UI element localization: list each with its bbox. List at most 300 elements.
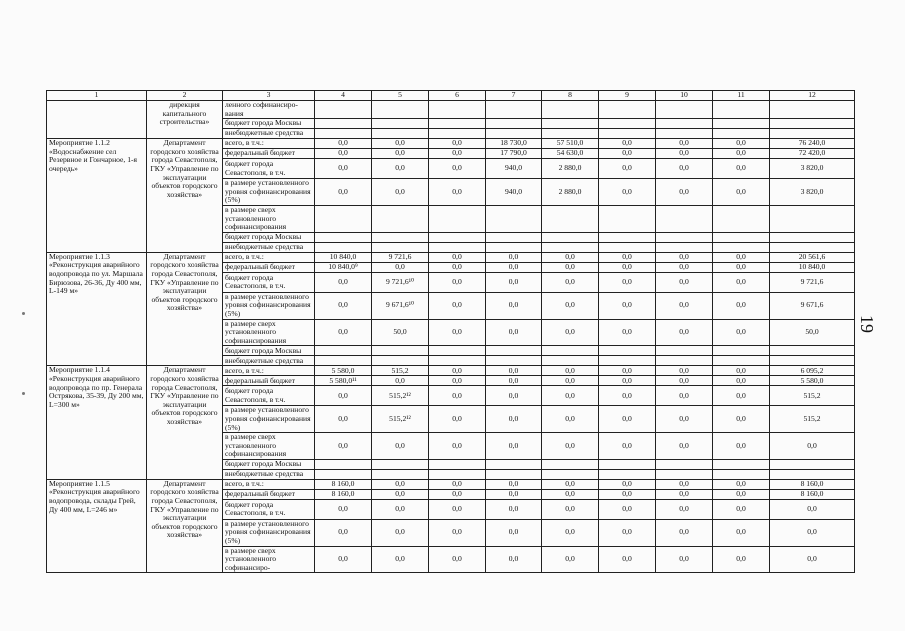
value-cell: 54 630,0 — [542, 149, 599, 159]
value-cell — [429, 119, 486, 129]
value-cell — [656, 101, 713, 119]
header-cell: 4 — [315, 91, 372, 101]
funding-source-cell: внебюджетные средства — [223, 469, 315, 479]
value-cell: 0,0 — [656, 406, 713, 433]
value-cell — [770, 232, 855, 242]
value-cell: 50,0 — [372, 319, 429, 346]
value-cell: 0,0 — [429, 499, 486, 519]
value-cell — [486, 356, 542, 366]
value-cell: 0,0 — [599, 179, 656, 206]
funding-source-cell: федеральный бюджет — [223, 149, 315, 159]
value-cell: 57 510,0 — [542, 139, 599, 149]
value-cell: 0,0 — [656, 159, 713, 179]
value-cell: 515,2 — [770, 386, 855, 406]
organization-cell: Департамент городского хозяйства города Севастополя, ГКУ «Управление по эксплуатации объектов городского хозяйства» — [147, 252, 223, 366]
value-cell: 0,0 — [656, 376, 713, 386]
value-cell: 0,0 — [713, 159, 770, 179]
value-cell: 0,0 — [599, 519, 656, 546]
value-cell: 0,0 — [542, 386, 599, 406]
value-cell — [372, 119, 429, 129]
value-cell — [486, 101, 542, 119]
value-cell: 0,0 — [372, 179, 429, 206]
value-cell: 0,0 — [486, 386, 542, 406]
value-cell — [429, 205, 486, 232]
value-cell: 0,0 — [486, 319, 542, 346]
funding-source-cell: в размере сверх установленного софинансирования — [223, 433, 315, 460]
value-cell — [372, 129, 429, 139]
value-cell: 0,0 — [372, 489, 429, 499]
value-cell: 0,0 — [713, 406, 770, 433]
value-cell — [372, 232, 429, 242]
value-cell: 0,0 — [429, 262, 486, 272]
value-cell: 0,0 — [429, 252, 486, 262]
value-cell — [372, 459, 429, 469]
value-cell — [599, 469, 656, 479]
value-cell: 515,2¹² — [372, 406, 429, 433]
value-cell — [713, 101, 770, 119]
value-cell: 0,0 — [372, 519, 429, 546]
value-cell: 0,0 — [486, 489, 542, 499]
value-cell: 0,0 — [656, 479, 713, 489]
value-cell: 76 240,0 — [770, 139, 855, 149]
value-cell: 0,0 — [486, 262, 542, 272]
value-cell: 0,0 — [599, 159, 656, 179]
value-cell — [770, 129, 855, 139]
value-cell: 0,0 — [315, 386, 372, 406]
table-row — [47, 479, 855, 489]
value-cell: 5 580,0 — [770, 376, 855, 386]
value-cell — [486, 232, 542, 242]
value-cell — [770, 469, 855, 479]
measure-name-cell: Мероприятие 1.1.4 «Реконструкция аварийного водопровода по пр. Генерала Острякова, 35-39, Ду 200 мм, L=300 м» — [47, 366, 147, 480]
funding-source-cell: в размере установленного уровня софинансирования (5%) — [223, 519, 315, 546]
funding-source-cell: в размере установленного уровня софинансирования (5%) — [223, 179, 315, 206]
value-cell — [429, 232, 486, 242]
value-cell: 0,0 — [429, 546, 486, 573]
value-cell: 0,0 — [315, 546, 372, 573]
value-cell: 0,0 — [713, 499, 770, 519]
value-cell: 0,0 — [599, 546, 656, 573]
value-cell: 0,0 — [486, 499, 542, 519]
value-cell: 0,0 — [429, 366, 486, 376]
value-cell — [770, 459, 855, 469]
value-cell: 0,0 — [429, 386, 486, 406]
value-cell — [372, 356, 429, 366]
value-cell: 0,0 — [542, 433, 599, 460]
value-cell — [315, 242, 372, 252]
value-cell: 9 671,6 — [770, 292, 855, 319]
value-cell — [713, 242, 770, 252]
value-cell: 0,0 — [713, 139, 770, 149]
value-cell: 0,0 — [713, 292, 770, 319]
value-cell: 0,0 — [315, 406, 372, 433]
value-cell — [315, 469, 372, 479]
value-cell: 9 721,6¹⁰ — [372, 272, 429, 292]
value-cell: 0,0 — [429, 139, 486, 149]
value-cell: 0,0 — [599, 149, 656, 159]
value-cell: 0,0 — [372, 149, 429, 159]
value-cell: 0,0 — [713, 319, 770, 346]
measure-name-cell: Мероприятие 1.1.2 «Водоснабжение сел Резервное и Гончарное, 1-я очередь» — [47, 139, 147, 253]
value-cell — [542, 469, 599, 479]
organization-cell: дирекция капитального строительства» — [147, 101, 223, 139]
value-cell — [372, 101, 429, 119]
hole-punch-mark — [22, 392, 25, 395]
value-cell — [599, 346, 656, 356]
value-cell — [542, 205, 599, 232]
value-cell: 0,0 — [542, 319, 599, 346]
funding-source-cell: в размере установленного уровня софинансирования (5%) — [223, 292, 315, 319]
value-cell — [429, 242, 486, 252]
value-cell — [713, 356, 770, 366]
value-cell: 0,0 — [486, 366, 542, 376]
value-cell: 0,0 — [656, 179, 713, 206]
value-cell: 0,0 — [599, 292, 656, 319]
header-cell: 8 — [542, 91, 599, 101]
value-cell: 0,0 — [372, 376, 429, 386]
value-cell: 0,0 — [542, 519, 599, 546]
value-cell: 0,0 — [372, 159, 429, 179]
funding-source-cell: всего, в т.ч.: — [223, 252, 315, 262]
value-cell: 2 880,0 — [542, 179, 599, 206]
value-cell: 9 671,6¹⁰ — [372, 292, 429, 319]
value-cell: 0,0 — [656, 272, 713, 292]
value-cell — [713, 232, 770, 242]
organization-cell: Департамент городского хозяйства города Севастополя, ГКУ «Управление по эксплуатации объектов городского хозяйства» — [147, 479, 223, 573]
header-cell: 11 — [713, 91, 770, 101]
value-cell: 0,0 — [599, 433, 656, 460]
value-cell — [315, 459, 372, 469]
funding-source-cell: в размере сверх установленного софинансирования — [223, 205, 315, 232]
value-cell: 0,0 — [486, 376, 542, 386]
value-cell: 0,0 — [656, 262, 713, 272]
value-cell: 18 730,0 — [486, 139, 542, 149]
funding-source-cell: федеральный бюджет — [223, 376, 315, 386]
value-cell: 0,0 — [542, 406, 599, 433]
value-cell: 0,0 — [599, 406, 656, 433]
value-cell — [315, 356, 372, 366]
table-row — [47, 101, 855, 119]
value-cell: 0,0 — [542, 262, 599, 272]
value-cell: 0,0 — [429, 272, 486, 292]
value-cell — [486, 119, 542, 129]
funding-source-cell: бюджет города Москвы — [223, 459, 315, 469]
value-cell: 0,0 — [486, 546, 542, 573]
value-cell: 940,0 — [486, 159, 542, 179]
value-cell: 0,0 — [599, 272, 656, 292]
value-cell: 72 420,0 — [770, 149, 855, 159]
value-cell — [599, 459, 656, 469]
value-cell — [713, 459, 770, 469]
value-cell — [656, 129, 713, 139]
value-cell: 0,0 — [542, 292, 599, 319]
value-cell: 0,0 — [315, 272, 372, 292]
funding-source-cell: всего, в т.ч.: — [223, 479, 315, 489]
value-cell — [599, 119, 656, 129]
value-cell: 5 580,0 — [315, 366, 372, 376]
value-cell: 0,0 — [372, 546, 429, 573]
value-cell: 0,0 — [542, 376, 599, 386]
funding-source-cell: бюджет города Севастополя, в т.ч. — [223, 386, 315, 406]
value-cell — [599, 205, 656, 232]
value-cell — [315, 129, 372, 139]
page-number: 19 — [857, 315, 877, 333]
value-cell: 515,2 — [372, 366, 429, 376]
funding-source-cell: бюджет города Севастополя, в т.ч. — [223, 499, 315, 519]
value-cell — [486, 129, 542, 139]
value-cell: 0,0 — [315, 292, 372, 319]
measure-name-cell — [47, 101, 147, 139]
value-cell: 0,0 — [429, 319, 486, 346]
organization-cell: Департамент городского хозяйства города Севастополя, ГКУ «Управление по эксплуатации объектов городского хозяйства» — [147, 139, 223, 253]
value-cell: 6 095,2 — [770, 366, 855, 376]
value-cell: 50,0 — [770, 319, 855, 346]
value-cell — [315, 101, 372, 119]
value-cell: 0,0 — [599, 489, 656, 499]
value-cell: 0,0 — [542, 366, 599, 376]
value-cell: 0,0 — [372, 433, 429, 460]
value-cell: 0,0 — [599, 376, 656, 386]
value-cell: 0,0 — [713, 252, 770, 262]
value-cell: 0,0 — [599, 386, 656, 406]
value-cell: 0,0 — [429, 479, 486, 489]
value-cell — [542, 129, 599, 139]
value-cell: 0,0 — [429, 179, 486, 206]
value-cell: 0,0 — [770, 499, 855, 519]
value-cell: 0,0 — [770, 519, 855, 546]
value-cell: 0,0 — [486, 479, 542, 489]
value-cell: 0,0 — [429, 159, 486, 179]
funding-source-cell: ленного софинансиро-вания — [223, 101, 315, 119]
value-cell: 0,0 — [542, 252, 599, 262]
value-cell: 17 790,0 — [486, 149, 542, 159]
value-cell: 8 160,0 — [315, 489, 372, 499]
value-cell: 3 820,0 — [770, 159, 855, 179]
funding-source-cell: бюджет города Севастополя, в т.ч. — [223, 159, 315, 179]
value-cell — [429, 469, 486, 479]
value-cell: 0,0 — [656, 139, 713, 149]
value-cell: 0,0 — [542, 546, 599, 573]
organization-cell: Департамент городского хозяйства города Севастополя, ГКУ «Управление по эксплуатации объектов городского хозяйства» — [147, 366, 223, 480]
value-cell — [770, 101, 855, 119]
header-cell: 5 — [372, 91, 429, 101]
value-cell: 0,0 — [599, 319, 656, 346]
funding-source-cell: в размере сверх установленного софинансирования — [223, 319, 315, 346]
value-cell — [713, 346, 770, 356]
funding-source-cell: всего, в т.ч.: — [223, 366, 315, 376]
value-cell: 0,0 — [486, 272, 542, 292]
value-cell — [542, 346, 599, 356]
value-cell: 0,0 — [713, 386, 770, 406]
value-cell — [315, 346, 372, 356]
value-cell — [599, 232, 656, 242]
value-cell: 0,0 — [429, 406, 486, 433]
value-cell — [486, 346, 542, 356]
value-cell: 0,0 — [429, 519, 486, 546]
value-cell — [713, 469, 770, 479]
funding-source-cell: всего, в т.ч.: — [223, 139, 315, 149]
header-cell: 2 — [147, 91, 223, 101]
value-cell — [429, 129, 486, 139]
value-cell — [770, 242, 855, 252]
value-cell: 0,0 — [713, 376, 770, 386]
value-cell — [656, 232, 713, 242]
value-cell — [770, 346, 855, 356]
value-cell — [656, 459, 713, 469]
value-cell: 5 580,0¹¹ — [315, 376, 372, 386]
header-cell: 6 — [429, 91, 486, 101]
value-cell: 8 160,0 — [315, 479, 372, 489]
value-cell — [656, 356, 713, 366]
value-cell — [429, 459, 486, 469]
value-cell — [656, 205, 713, 232]
value-cell: 0,0 — [486, 252, 542, 262]
value-cell: 0,0 — [315, 499, 372, 519]
value-cell: 0,0 — [656, 519, 713, 546]
header-cell: 3 — [223, 91, 315, 101]
value-cell: 2 880,0 — [542, 159, 599, 179]
value-cell: 0,0 — [713, 489, 770, 499]
value-cell: 3 820,0 — [770, 179, 855, 206]
funding-source-cell: федеральный бюджет — [223, 489, 315, 499]
value-cell: 0,0 — [713, 519, 770, 546]
value-cell: 0,0 — [315, 519, 372, 546]
value-cell: 10 840,0 — [770, 262, 855, 272]
value-cell — [486, 242, 542, 252]
measure-name-cell: Мероприятие 1.1.5 «Реконструкция аварийного водопровода, склады Грей, Ду 400 мм, L=246 м» — [47, 479, 147, 573]
measure-name-cell: Мероприятие 1.1.3 «Реконструкция аварийного водопровода по ул. Маршала Бирюзова, 26-36, Ду 400 мм, L-149 м» — [47, 252, 147, 366]
value-cell: 0,0 — [372, 499, 429, 519]
table-row — [47, 139, 855, 149]
value-cell: 0,0 — [713, 179, 770, 206]
table-row — [47, 252, 855, 262]
value-cell — [770, 119, 855, 129]
value-cell — [372, 205, 429, 232]
value-cell: 0,0 — [372, 479, 429, 489]
value-cell: 0,0 — [486, 406, 542, 433]
value-cell: 0,0 — [599, 499, 656, 519]
value-cell: 0,0 — [713, 272, 770, 292]
value-cell — [656, 469, 713, 479]
value-cell: 0,0 — [315, 149, 372, 159]
value-cell — [599, 129, 656, 139]
value-cell: 10 840,0⁹ — [315, 262, 372, 272]
value-cell: 20 561,6 — [770, 252, 855, 262]
value-cell: 0,0 — [372, 262, 429, 272]
value-cell — [542, 242, 599, 252]
value-cell: 515,2¹² — [372, 386, 429, 406]
value-cell: 0,0 — [656, 252, 713, 262]
value-cell — [542, 101, 599, 119]
value-cell — [599, 356, 656, 366]
value-cell: 940,0 — [486, 179, 542, 206]
value-cell: 0,0 — [315, 139, 372, 149]
value-cell: 0,0 — [429, 489, 486, 499]
value-cell: 0,0 — [656, 319, 713, 346]
funding-source-cell: федеральный бюджет — [223, 262, 315, 272]
value-cell: 0,0 — [315, 433, 372, 460]
header-cell: 7 — [486, 91, 542, 101]
value-cell: 0,0 — [429, 433, 486, 460]
funding-source-cell: бюджет города Москвы — [223, 119, 315, 129]
value-cell: 0,0 — [656, 386, 713, 406]
value-cell — [315, 205, 372, 232]
value-cell: 0,0 — [486, 433, 542, 460]
budget-table — [46, 90, 855, 573]
value-cell: 0,0 — [713, 262, 770, 272]
value-cell: 0,0 — [372, 139, 429, 149]
header-cell: 10 — [656, 91, 713, 101]
value-cell — [429, 101, 486, 119]
value-cell — [599, 242, 656, 252]
value-cell: 0,0 — [486, 292, 542, 319]
funding-source-cell: внебюджетные средства — [223, 356, 315, 366]
value-cell — [656, 346, 713, 356]
table-body — [47, 101, 855, 573]
value-cell — [656, 119, 713, 129]
value-cell: 0,0 — [656, 546, 713, 573]
value-cell — [372, 469, 429, 479]
value-cell: 0,0 — [429, 149, 486, 159]
value-cell — [713, 205, 770, 232]
value-cell: 0,0 — [599, 252, 656, 262]
value-cell: 9 721,6 — [372, 252, 429, 262]
value-cell — [713, 129, 770, 139]
value-cell: 0,0 — [315, 179, 372, 206]
value-cell: 0,0 — [315, 159, 372, 179]
value-cell: 0,0 — [599, 366, 656, 376]
value-cell: 0,0 — [656, 292, 713, 319]
funding-source-cell: внебюджетные средства — [223, 129, 315, 139]
hole-punch-mark — [22, 312, 25, 315]
header-cell: 1 — [47, 91, 147, 101]
value-cell — [542, 459, 599, 469]
value-cell: 0,0 — [599, 262, 656, 272]
value-cell: 0,0 — [542, 272, 599, 292]
value-cell: 0,0 — [713, 433, 770, 460]
value-cell: 0,0 — [429, 292, 486, 319]
value-cell — [486, 469, 542, 479]
value-cell: 0,0 — [599, 479, 656, 489]
value-cell — [315, 232, 372, 242]
value-cell — [315, 119, 372, 129]
value-cell: 0,0 — [486, 519, 542, 546]
value-cell — [770, 356, 855, 366]
value-cell: 0,0 — [713, 546, 770, 573]
funding-source-cell: внебюджетные средства — [223, 242, 315, 252]
value-cell: 0,0 — [429, 376, 486, 386]
value-cell: 0,0 — [656, 489, 713, 499]
value-cell: 8 160,0 — [770, 489, 855, 499]
value-cell: 0,0 — [656, 366, 713, 376]
value-cell: 10 840,0 — [315, 252, 372, 262]
funding-source-cell: в размере установленного уровня софинансирования (5%) — [223, 406, 315, 433]
value-cell — [486, 459, 542, 469]
header-cell: 12 — [770, 91, 855, 101]
funding-source-cell: бюджет города Москвы — [223, 346, 315, 356]
header-cell: 9 — [599, 91, 656, 101]
value-cell: 0,0 — [315, 319, 372, 346]
table-row — [47, 366, 855, 376]
value-cell: 0,0 — [542, 499, 599, 519]
value-cell — [542, 232, 599, 242]
value-cell: 0,0 — [599, 139, 656, 149]
value-cell — [713, 119, 770, 129]
value-cell: 0,0 — [542, 479, 599, 489]
value-cell — [429, 346, 486, 356]
value-cell: 0,0 — [713, 479, 770, 489]
value-cell — [656, 242, 713, 252]
